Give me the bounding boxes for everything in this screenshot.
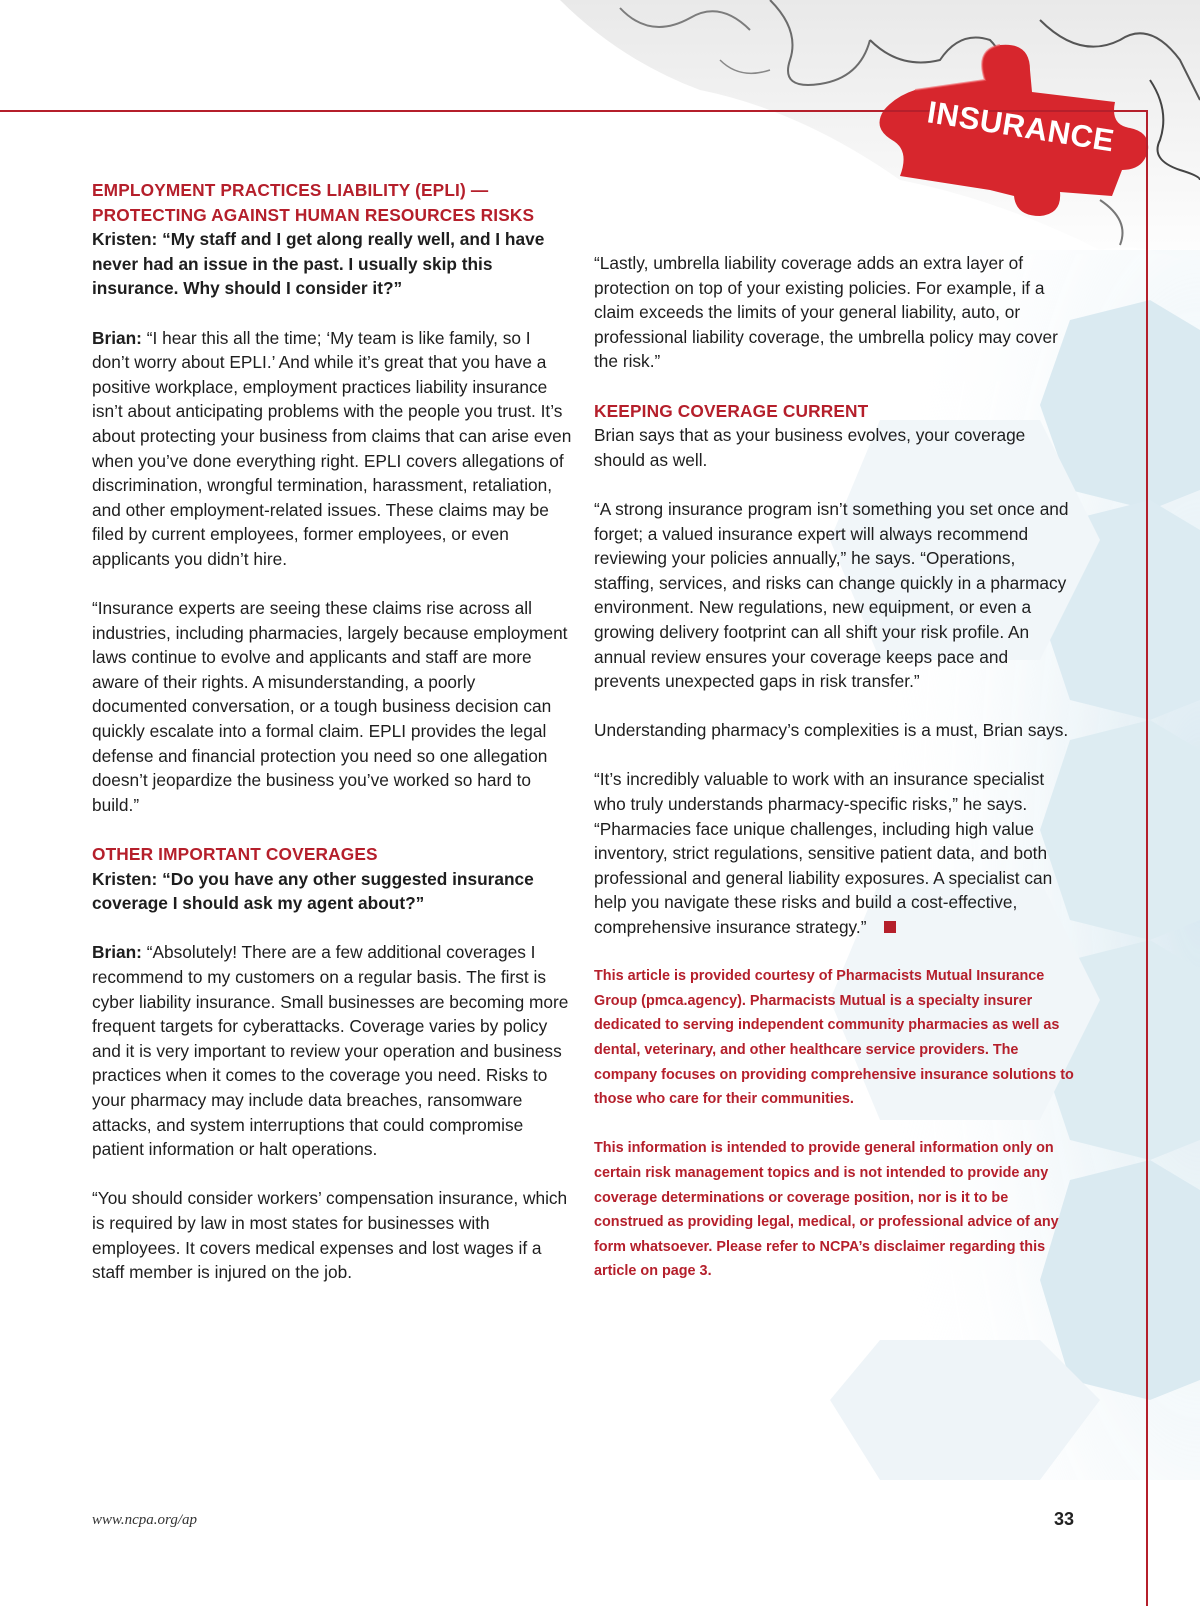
speaker-brian: Brian: <box>92 942 142 963</box>
paragraph-workers-comp: “You should consider workers’ compensation insurance, which is required by law in most states for businesses with employees. It covers medical expenses and lost wages if a staff member is injured on the job. <box>92 1188 568 1283</box>
paragraph-claims-rise: “Insurance experts are seeing these claims rise across all industries, including pharmacies, largely because employment laws continue to evolve and applicants and staff are more aware of their rights. A misunderstanding, a poorly documented conversation, or a tough business decision can quickly escalate into a formal claim. EPLI provides the legal defense and financial protection you need so one allegation doesn’t jeopardize the business you’ve worked so hard to build.” <box>92 598 568 815</box>
page-number: 33 <box>1053 1509 1074 1529</box>
paragraph-evolves: Brian says that as your business evolves, your coverage should as well. <box>594 425 1026 470</box>
answer-cyber <box>92 940 572 1161</box>
question-other-coverages: Kristen: “Do you have any other suggested insurance coverage I should ask my agent about?” <box>92 868 534 914</box>
heading-keeping-current: KEEPING COVERAGE CURRENT <box>594 400 869 421</box>
question-epli: Kristen: “My staff and I get along really well, and I have never had an issue in the past. I usually skip this insurance. Why should I consider it?” <box>92 229 545 299</box>
right-column <box>594 251 1074 1309</box>
paragraph-specialist <box>594 767 1074 939</box>
paragraph-umbrella: “Lastly, umbrella liability coverage adds an extra layer of protection on top of your existing policies. For example, if a claim exceeds the limits of your general liability, auto, or professional liability coverage, the umbrella policy may cover the risk.” <box>594 253 1058 372</box>
paragraph-specialist-text: “It’s incredibly valuable to work with an insurance specialist who truly understands pharmacy-specific risks,” he says. “Pharmacies face unique challenges, including high value inventory, strict regulations, sensitive patient data, and both professional and general liability exposures. A specialist can help you navigate these risks and build a cost-effective, comprehensive insurance strategy.” <box>594 769 1053 938</box>
answer-epli <box>92 326 572 572</box>
note-disclaimer: This information is intended to provide general information only on certain risk management topics and is not intended to provide any coverage determinations or coverage position, nor is it to be construed as providing legal, medical, or professional advice of any form whatsoever. Please refer to NCPA’s disclaimer regarding this article on page 3. <box>594 1140 1059 1280</box>
speaker-brian: Brian: <box>92 327 142 348</box>
answer-epli-text: “I hear this all the time; ‘My team is like family, so I don’t worry about EPLI.’ And while it’s great that you have a positive workplace, employment practices liability insurance isn’t about anticipating problems with the people you trust. It’s about protecting your business from claims that can arise even when you’ve done everything right. EPLI covers allegations of discrimination, wrongful termination, harassment, retaliation, and other employment-related issues. These claims may be filed by current employees, former employees, or even applicants you didn’t hire. <box>92 327 572 569</box>
paragraph-annual-review: “A strong insurance program isn’t something you set once and forget; a valued insurance expert will always recommend reviewing your policies annually,” he says. “Operations, staffing, services, and risks can change quickly in a pharmacy environment. New regulations, new equipment, or even a growing delivery footprint can all shift your risk profile. An annual review ensures your coverage keeps pace and prevents unexpected gaps in risk transfer.” <box>594 498 1069 692</box>
insurance-label: INSURANCE <box>924 94 1117 159</box>
note-courtesy: This article is provided courtesy of Pharmacists Mutual Insurance Group (pmca.agency). Pharmacists Mutual is a specialty insurer dedicated to serving independent community pharmacies as well as dental, veterinary, and other healthcare service providers. The company focuses on providing comprehensive insurance solutions to those who care for their communities. <box>594 968 1074 1108</box>
left-column <box>92 178 572 1309</box>
heading-epli: EMPLOYMENT PRACTICES LIABILITY (EPLI) — PROTECTING AGAINST HUMAN RESOURCES RISKS <box>92 180 535 225</box>
footer-url: www.ncpa.org/ap <box>92 1512 198 1528</box>
end-mark <box>884 921 896 933</box>
insurance-label-svg <box>0 0 1200 220</box>
heading-other-coverages: OTHER IMPORTANT COVERAGES <box>92 844 378 865</box>
answer-cyber-text: “Absolutely! There are a few additional coverages I recommend to my customers on a regular basis. The first is cyber liability insurance. Small businesses are becoming more frequent targets for cyberattacks. Coverage varies by policy and it is very important to review your operation and business practices when it comes to the coverage you need. Risks to your pharmacy may include data breaches, ransomware attacks, and system interruptions that could compromise patient information or halt operations. <box>92 942 569 1160</box>
paragraph-complexities: Understanding pharmacy’s complexities is a must, Brian says. <box>594 720 1069 741</box>
side-rule <box>1146 110 1148 1606</box>
